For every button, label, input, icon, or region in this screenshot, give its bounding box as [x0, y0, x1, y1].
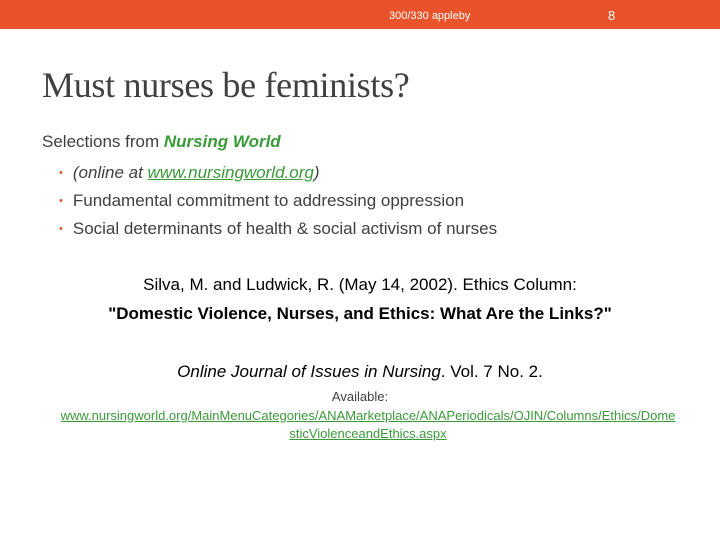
journal-volume: . Vol. 7 No. 2. [440, 362, 543, 381]
bullet-item [59, 187, 497, 215]
citation-journal-line [0, 362, 720, 382]
bullet-icon: • [59, 195, 63, 207]
bullet-icon: • [59, 167, 63, 179]
bullet-icon: • [59, 223, 63, 235]
bullet-item [59, 159, 497, 187]
citation-article-title: "Domestic Violence, Nurses, and Ethics: What Are the Links?" [108, 304, 612, 323]
intro-source: Nursing World [163, 132, 281, 151]
article-url-link[interactable]: www.nursingworld.org/MainMenuCategories/ANAMarketplace/ANAPeriodicals/OJIN/Columns/Ethics/DomesticViolenceandEthics.aspx [60, 408, 676, 441]
slide-title: Must nurses be feminists? [42, 65, 410, 105]
intro-prefix: Selections from [42, 132, 164, 151]
bullet-item [59, 215, 497, 243]
intro-line [42, 132, 281, 152]
nursingworld-link[interactable]: www.nursingworld.org [147, 163, 314, 182]
course-label: 300/330 appleby [389, 10, 471, 22]
bullet-text-post: ) [313, 163, 320, 182]
bullet-text: Fundamental commitment to addressing oppression [72, 191, 465, 210]
header-bar [0, 0, 720, 29]
bullet-text-pre: (online at [72, 163, 148, 182]
journal-name: Online Journal of Issues in Nursing [177, 362, 441, 381]
citation-line-1: Silva, M. and Ludwick, R. (May 14, 2002). Ethics Column: [143, 275, 577, 294]
bullet-text: Social determinants of health & social activism of nurses [72, 219, 498, 238]
page-number: 8 [608, 8, 616, 23]
bullet-list [59, 159, 497, 243]
available-label: Available: [331, 389, 389, 404]
